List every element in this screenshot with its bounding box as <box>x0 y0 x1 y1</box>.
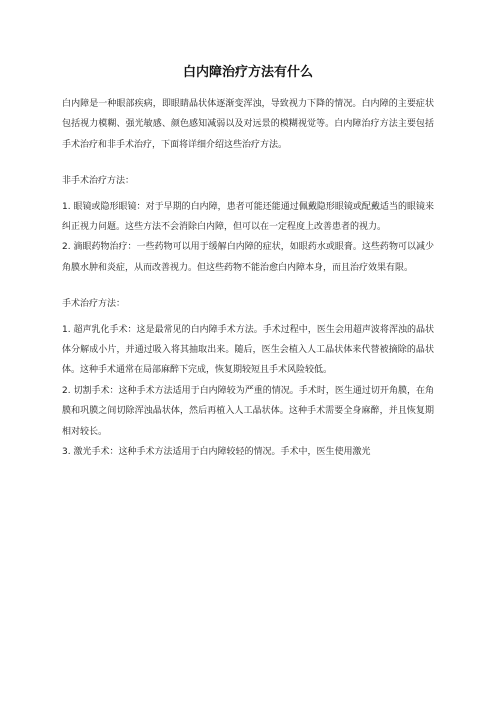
surgical-item-2: 2. 切割手术：这种手术方法适用于白内障较为严重的情况。手术时，医生通过切开角膜，在角膜和巩膜之间切除浑浊晶状体，然后再植入人工晶状体。这种手术需要全身麻醉，并且恢复期相对较长。 <box>62 385 434 437</box>
document-title: 白内障治疗方法有什么 <box>182 65 313 80</box>
non-surgical-heading: 非手术治疗方法： <box>62 176 135 187</box>
intro-paragraph: 白内障是一种眼部疾病，即眼睛晶状体逐渐变浑浊，导致视力下降的情况。白内障的主要症状包括视力模糊、强光敏感、颜色感知减弱以及对远景的模糊视觉等。白内障治疗方法主要包括手术治疗和非手术治疗，下面将详细介绍这些治疗方法。 <box>62 99 434 150</box>
non-surgical-item-2: 2. 滴眼药物治疗：一些药物可以用于缓解白内障的症状，如眼药水或眼膏。这些药物可以减少角膜水肿和炎症，从而改善视力。但这些药物不能治愈白内障本身，而且治疗效果有限。 <box>62 242 434 273</box>
surgical-item-1: 1. 超声乳化手术：这是最常见的白内障手术方法。手术过程中，医生会用超声波将浑浊的晶状体分解成小片，并通过吸入将其抽取出来。随后，医生会植入人工晶状体来代替被摘除的晶状体。这种手术通常在局部麻醉下完成，恢复期较短且手术风险较低。 <box>62 324 434 376</box>
document-body <box>62 94 434 463</box>
surgical-item-3: 3. 激光手术：这种手术方法适用于白内障较轻的情况。手术中，医生使用激光 <box>62 447 371 458</box>
surgical-heading: 手术治疗方法： <box>62 299 126 310</box>
non-surgical-item-1: 1. 眼镜或隐形眼镜：对于早期的白内障，患者可能还能通过佩戴隐形眼镜或配戴适当的眼镜来纠正视力问题。这些方法不会消除白内障，但可以在一定程度上改善患者的视力。 <box>62 201 434 233</box>
